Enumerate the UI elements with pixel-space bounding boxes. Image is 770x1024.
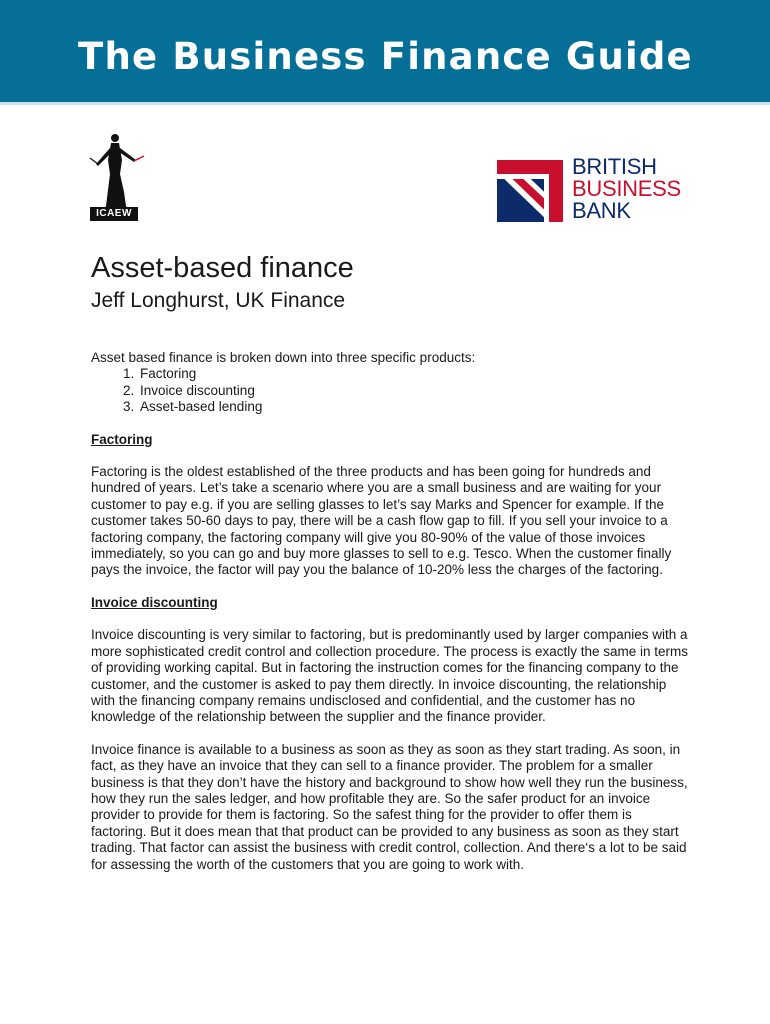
header-divider (0, 102, 770, 105)
document-subtitle: Jeff Longhurst, UK Finance (91, 289, 346, 312)
british-business-bank-flag-icon (497, 160, 563, 222)
products-list (91, 366, 691, 415)
section-heading-factoring: Factoring (91, 431, 153, 447)
bbb-line-2: BUSINESS (572, 176, 681, 201)
icaew-label: ICAEW (90, 207, 138, 221)
bbb-line-1: BRITISH (572, 154, 657, 179)
paragraph: Factoring is the oldest established of the three products and has been going for hundreds and hundred of years. Let’s take a scenario where you are a small business and are waiting for your customer to pay e.g. if you are selling glasses to let’s say Marks and Spencer for example. If the customer takes 50-60 days to pay, there will be a cash flow gap to fill. If you sell your invoice to a factoring company, the factoring company will give you 80-90% of the value of those invoices immediately, so you can go and buy more glasses to sell to e.g. Tesco. When the customer finally pays the invoice, the factor will pay you the balance of 10-20% less the charges of the factoring. (91, 464, 672, 578)
bbb-line-3: BANK (572, 198, 631, 223)
list-item: 3. Asset-based lending (138, 399, 691, 415)
document-title: Asset-based finance (91, 252, 354, 284)
list-item: 1. Factoring (138, 366, 691, 382)
section-heading-invoice-discounting: Invoice discounting (91, 594, 218, 610)
document-body (91, 350, 691, 873)
british-business-bank-wordmark (572, 156, 681, 222)
paragraph: Invoice discounting is very similar to factoring, but is predominantly used by larger companies with a more sophisticated credit control and collection procedure. The process is exactly the same in terms of providing working capital. But in factoring the instruction comes for the financing company to the customer, and the customer is asked to pay them directly. In invoice discounting, the relationship with the financing company remains undisclosed and confidential, and the customer has no knowledge of the relationship between the supplier and the finance provider. (91, 627, 689, 725)
guide-title: The Business Finance Guide (78, 35, 693, 78)
header-banner (0, 0, 770, 102)
paragraph: Invoice finance is available to a business as soon as they as soon as they start trading. As soon, in fact, as they have an invoice that they can sell to a finance provider. The problem for a smaller business is that they don’t have the history and background to show how well they run the business, how they run the sales ledger, and how profitable they are. So the safer product for an invoice provider to provide for them is factoring. So the safest thing for the provider to offer them is factoring. But it does mean that that product can be provided to any business as soon as they start trading. That factor can assist the business with credit control, collection. And there‘s a lot to be said for assessing the worth of the customers that you are going to work with. (91, 741, 688, 872)
list-item: 2. Invoice discounting (138, 383, 691, 399)
intro-text: Asset based finance is broken down into three specific products: (91, 350, 476, 365)
